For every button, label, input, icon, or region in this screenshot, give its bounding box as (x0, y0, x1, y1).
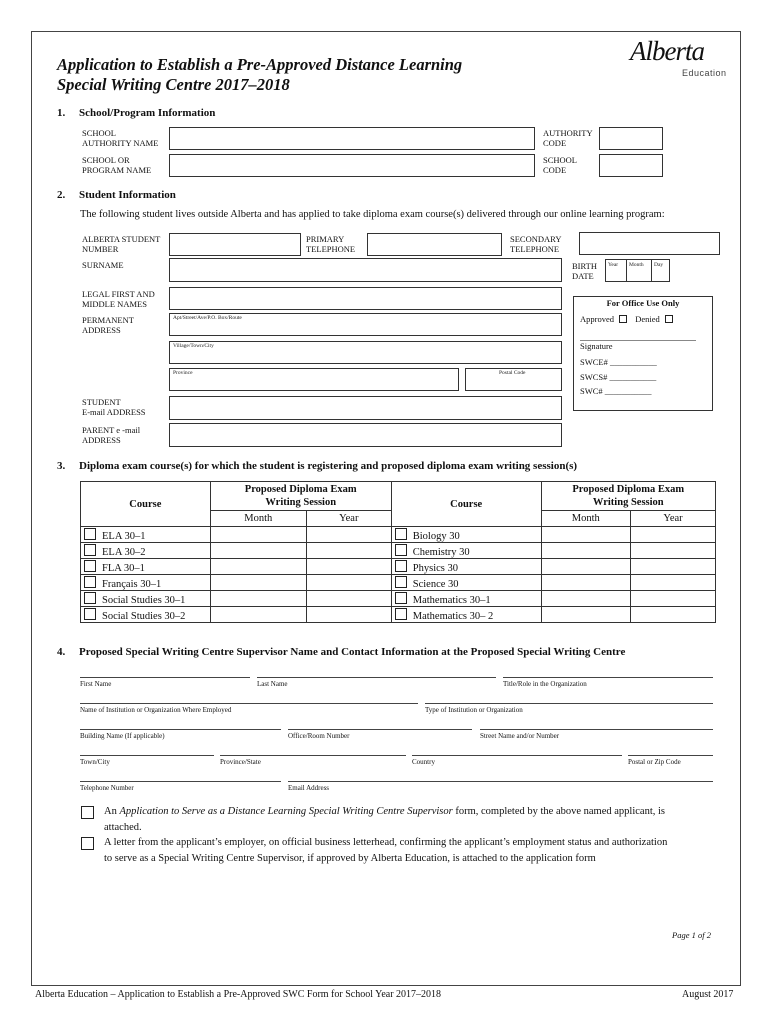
course-checkbox[interactable] (84, 592, 96, 604)
office-approved: Approved Denied (580, 314, 673, 324)
attachment-form-text: An Application to Serve as a Distance Learning Special Writing Centre Supervisor form, completed by the above named applicant, is attached. (104, 806, 665, 833)
course-right-1[interactable]: Biology 30 (391, 527, 541, 543)
course-checkbox[interactable] (395, 576, 407, 588)
town-label: Town/City (80, 758, 110, 766)
country-line[interactable] (412, 755, 622, 756)
year-header-right: Year (630, 511, 715, 527)
section4-heading: Proposed Special Writing Centre Supervisor Name and Contact Information at the Proposed Special Writing Centre (79, 646, 626, 658)
footer-left: Alberta Education – Application to Establish a Pre-Approved SWC Form for School Year 2017–2018 (35, 989, 442, 1000)
birth-year-input[interactable]: Year (605, 259, 627, 282)
course-left-2[interactable]: ELA 30–2 (81, 543, 211, 559)
permanent-address-label: PERMANENT ADDRESS (82, 315, 134, 335)
course-checkbox[interactable] (395, 608, 407, 620)
asn-input[interactable] (169, 233, 301, 256)
street-line[interactable] (480, 729, 713, 730)
course-checkbox[interactable] (84, 528, 96, 540)
page-number: Page 1 of 2 (672, 930, 711, 940)
section1-heading: School/Program Information (79, 107, 216, 119)
last-name-label: Last Name (257, 680, 288, 688)
alberta-logo-sub: Education (682, 68, 727, 78)
attachment-form-checkbox[interactable] (81, 806, 94, 819)
province-state-label: Province/State (220, 758, 261, 766)
footer-date: August 2017 (682, 989, 734, 1000)
surname-input[interactable] (169, 258, 562, 282)
telephone-label: Telephone Number (80, 784, 134, 792)
student-email-input[interactable] (169, 396, 562, 420)
title-role-line[interactable] (503, 677, 713, 678)
school-code-input[interactable] (599, 154, 663, 177)
approved-checkbox[interactable] (619, 315, 627, 323)
school-program-name-label: SCHOOL OR PROGRAM NAME (82, 155, 152, 175)
alberta-logo: Alberta (630, 36, 704, 66)
employer-letter-text: A letter from the applicant’s employer, on official business letterhead, confirming the applicant’s employment status and authorization to serve as a Special Writing Centre Supervisor, if approved by Alberta Education, is attached to the application form (104, 837, 668, 864)
table-row (81, 591, 716, 607)
secondary-phone-label: SECONDARY TELEPHONE (510, 234, 562, 254)
month-header-left: Month (210, 511, 306, 527)
address-village-input[interactable]: Village/Town/City (169, 341, 562, 364)
section3-number: 3. (57, 460, 66, 472)
address-postal-input[interactable]: Postal Code (465, 368, 562, 391)
surname-label: SURNAME (82, 260, 124, 270)
course-right-3[interactable]: Physics 30 (391, 559, 541, 575)
table-row (81, 607, 716, 623)
course-right-6[interactable]: Mathematics 30– 2 (391, 607, 541, 623)
address-street-input[interactable]: Apt/Street/Ave/P.O. Box/Route (169, 313, 562, 336)
postal-zip-line[interactable] (628, 755, 713, 756)
course-checkbox[interactable] (395, 528, 407, 540)
course-checkbox[interactable] (395, 560, 407, 572)
month-header-right: Month (541, 511, 630, 527)
course-header-left: Course (81, 482, 211, 527)
course-left-6[interactable]: Social Studies 30–2 (81, 607, 211, 623)
authority-code-label: AUTHORITY CODE (543, 128, 593, 148)
telephone-line[interactable] (80, 781, 281, 782)
course-checkbox[interactable] (84, 608, 96, 620)
school-program-name-input[interactable] (169, 154, 535, 177)
table-row (81, 543, 716, 559)
year-header-left: Year (306, 511, 391, 527)
course-left-4[interactable]: Français 30–1 (81, 575, 211, 591)
school-authority-name-label: SCHOOL AUTHORITY NAME (82, 128, 159, 148)
exam-table (80, 481, 716, 623)
section2-intro: The following student lives outside Alberta and has applied to take diploma exam course(s) delivered through our online learning program: (80, 209, 665, 220)
office-swce: SWCE# ___________ (580, 357, 657, 367)
course-left-1[interactable]: ELA 30–1 (81, 527, 211, 543)
course-right-2[interactable]: Chemistry 30 (391, 543, 541, 559)
primary-phone-label: PRIMARY TELEPHONE (306, 234, 356, 254)
primary-phone-input[interactable] (367, 233, 502, 256)
session-header-left: Proposed Diploma Exam Writing Session (210, 482, 391, 511)
course-header-right: Course (391, 482, 541, 527)
office-swc: SWC# ___________ (580, 386, 652, 396)
first-name-line[interactable] (80, 677, 250, 678)
title-role-label: Title/Role in the Organization (503, 680, 587, 688)
last-name-line[interactable] (257, 677, 496, 678)
parent-email-input[interactable] (169, 423, 562, 447)
table-row (81, 559, 716, 575)
office-use-title: For Office Use Only (606, 298, 680, 308)
employer-letter-checkbox[interactable] (81, 837, 94, 850)
course-checkbox[interactable] (84, 544, 96, 556)
course-checkbox[interactable] (84, 576, 96, 588)
building-label: Building Name (If applicable) (80, 732, 165, 740)
course-checkbox[interactable] (84, 560, 96, 572)
institution-label: Name of Institution or Organization Where Employed (80, 706, 232, 714)
session-header-right: Proposed Diploma Exam Writing Session (541, 482, 715, 511)
course-checkbox[interactable] (395, 592, 407, 604)
birth-month-input[interactable]: Month (626, 259, 652, 282)
type-institution-line[interactable] (425, 703, 713, 704)
asn-label: ALBERTA STUDENT NUMBER (82, 234, 161, 254)
address-province-input[interactable]: Province (169, 368, 459, 391)
course-left-3[interactable]: FLA 30–1 (81, 559, 211, 575)
section3-heading: Diploma exam course(s) for which the student is registering and proposed diploma exam writing session(s) (79, 460, 578, 472)
email-label: Email Address (288, 784, 330, 792)
section2-heading: Student Information (79, 189, 176, 201)
office-use-box (573, 296, 713, 411)
office-room-label: Office/Room Number (288, 732, 350, 740)
birth-date-label: BIRTH DATE (572, 261, 597, 281)
denied-checkbox[interactable] (665, 315, 673, 323)
institution-line[interactable] (80, 703, 418, 704)
street-label: Street Name and/or Number (480, 732, 560, 740)
postal-zip-label: Postal or Zip Code (628, 758, 681, 766)
course-left-5[interactable]: Social Studies 30–1 (81, 591, 211, 607)
table-row (81, 527, 716, 543)
type-institution-label: Type of Institution or Organization (425, 706, 523, 714)
section4-number: 4. (57, 646, 66, 658)
birth-day-input[interactable]: Day (651, 259, 670, 282)
course-right-5[interactable]: Mathematics 30–1 (391, 591, 541, 607)
town-line[interactable] (80, 755, 214, 756)
section1-number: 1. (57, 107, 66, 119)
school-authority-name-input[interactable] (169, 127, 535, 150)
first-name-label: First Name (80, 680, 112, 688)
office-swcs: SWCS# ___________ (580, 372, 657, 382)
office-signature: Signature (580, 341, 613, 351)
table-row (81, 575, 716, 591)
building-line[interactable] (80, 729, 281, 730)
email-line[interactable] (288, 781, 713, 782)
parent-email-label: PARENT e -mail ADDRESS (82, 425, 141, 445)
authority-code-input[interactable] (599, 127, 663, 150)
legal-names-input[interactable] (169, 287, 562, 310)
office-room-line[interactable] (288, 729, 472, 730)
student-email-label: STUDENT E-mail ADDRESS (82, 397, 146, 417)
course-checkbox[interactable] (395, 544, 407, 556)
form-title: Application to Establish a Pre-Approved Distance Learning Special Writing Centre 2017–2018 (57, 55, 463, 94)
school-code-label: SCHOOL CODE (543, 155, 578, 175)
secondary-phone-input[interactable] (579, 232, 720, 255)
course-right-4[interactable]: Science 30 (391, 575, 541, 591)
province-state-line[interactable] (220, 755, 406, 756)
section2-number: 2. (57, 189, 66, 201)
legal-names-label: LEGAL FIRST AND MIDDLE NAMES (82, 289, 155, 309)
country-label: Country (412, 758, 435, 766)
